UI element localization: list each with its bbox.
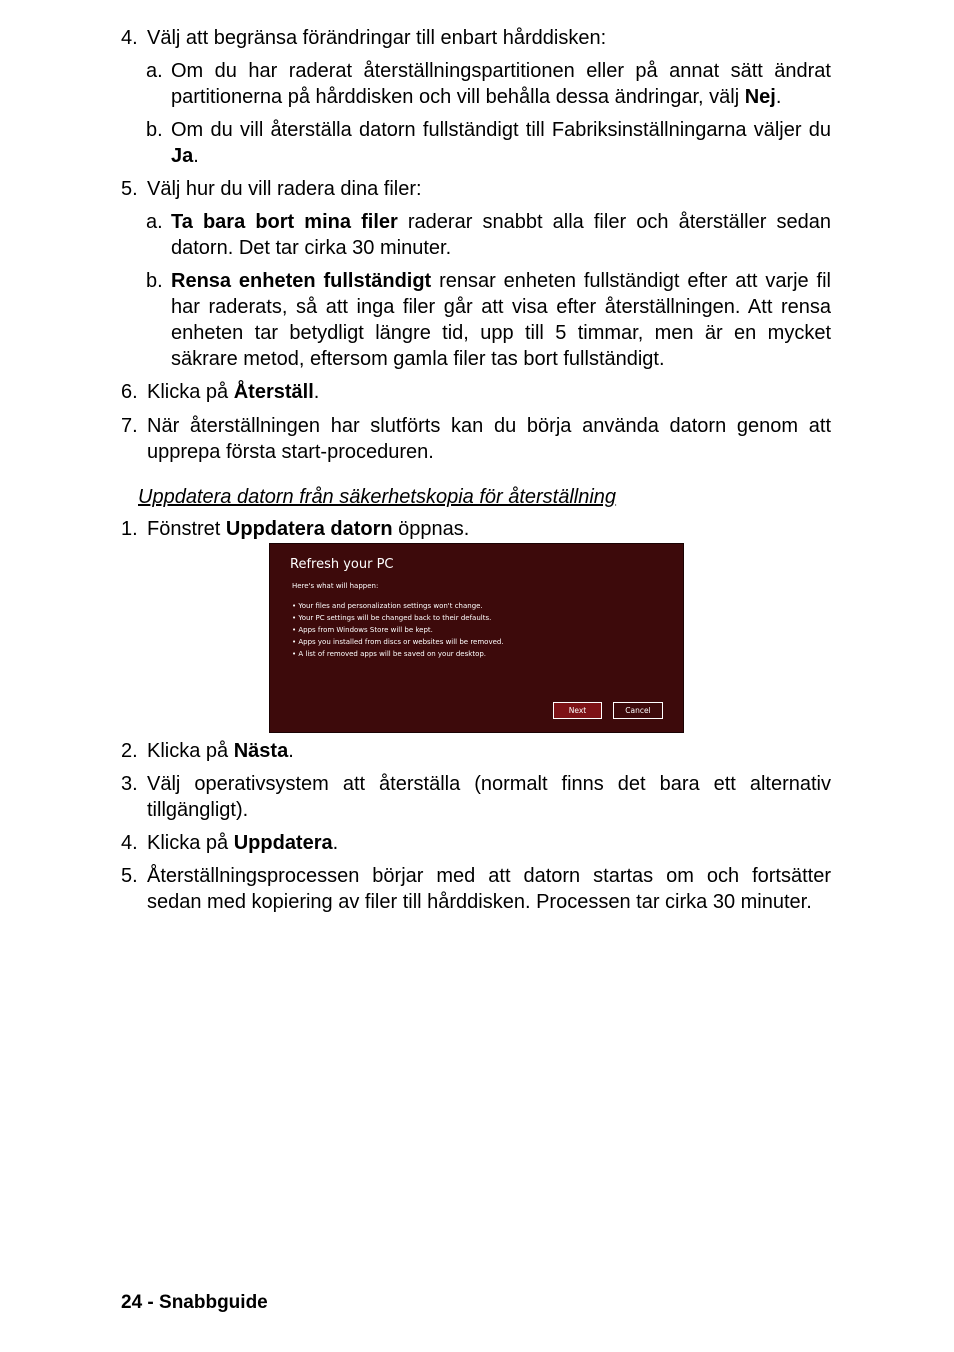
list-item-5	[121, 176, 831, 202]
list-number: 2.	[121, 740, 138, 762]
section-heading: Uppdatera datorn från säkerhetskopia för återställning	[138, 486, 617, 508]
list-item-7	[121, 413, 831, 465]
list-text-part: öppnas.	[392, 518, 470, 540]
step-1	[121, 516, 831, 542]
dialog-title: Refresh your PC	[290, 557, 394, 572]
sub-number: b.	[146, 119, 163, 141]
sub-text	[171, 58, 831, 110]
sub-item-5b	[146, 268, 831, 372]
emphasis-next: Nästa	[233, 740, 289, 762]
sub-item-4a	[146, 58, 831, 110]
sub-text	[171, 209, 831, 261]
list-number: 4.	[121, 832, 138, 854]
list-text: Välj operativsystem att återställa (normalt finns det bara ett alternativ tillgängligt).	[147, 773, 831, 821]
emphasis-option-remove-files: Ta bara bort mina filer	[171, 211, 398, 233]
list-text: När återställningen har slutförts kan du börja använda datorn genom att upprepa första start-proceduren.	[147, 415, 831, 463]
list-text: Välj att begränsa förändringar till enbart hårddisken:	[147, 27, 607, 49]
list-text-part: Fönstret	[147, 518, 226, 540]
step-5	[121, 863, 831, 915]
list-number: 4.	[121, 27, 138, 49]
sub-text-part: rensar enheten fullständigt efter att varje fil har raderats, så att inga filer går att visa efter återställningen. Att rensa enheten tar betydligt längre tid, upp till 5 timmar, men är en mycket säkrare metod, eftersom gamla filer tas bort fullständigt.	[171, 270, 832, 370]
list-text-part: .	[313, 381, 320, 403]
dialog-bullet-list	[292, 600, 504, 660]
emphasis-window-name: Uppdatera datorn	[225, 518, 393, 540]
emphasis-option-nej: Nej	[744, 86, 776, 108]
sub-text-part: Om du vill återställa datorn fullständigt till Fabriksinställningarna väljer du	[171, 119, 831, 141]
list-text-part: Klicka på	[147, 381, 234, 403]
dialog-bullet: • Your PC settings will be changed back to their defaults.	[292, 614, 492, 622]
list-number: 7.	[121, 415, 138, 437]
list-number: 3.	[121, 773, 138, 795]
sub-item-4b	[146, 117, 831, 169]
list-text	[147, 379, 831, 405]
sub-number: a.	[146, 211, 163, 233]
dialog-subtitle: Here's what will happen:	[292, 582, 379, 590]
list-text: Återställningsprocessen börjar med att datorn startas om och fortsätter sedan med kopiering av filer till hårddisken. Processen tar cirka 30 minuter.	[147, 865, 831, 913]
cancel-button[interactable]: Cancel	[613, 702, 663, 719]
emphasis-option-ja: Ja	[171, 145, 194, 167]
list-item-6	[121, 379, 831, 405]
emphasis-update: Uppdatera	[233, 832, 333, 854]
sub-number: b.	[146, 270, 163, 292]
emphasis-option-clean-drive: Rensa enheten fullständigt	[171, 270, 432, 292]
list-text: Välj hur du vill radera dina filer:	[147, 178, 422, 200]
list-text	[147, 738, 831, 764]
next-button[interactable]: Next	[553, 702, 602, 719]
dialog-bullet: • Apps from Windows Store will be kept.	[292, 626, 433, 634]
step-4	[121, 830, 831, 856]
step-3	[121, 771, 831, 823]
list-text-part: .	[288, 740, 294, 762]
list-text-part: Klicka på	[147, 832, 234, 854]
sub-text	[171, 117, 831, 169]
list-text-part: Klicka på	[147, 740, 234, 762]
list-text	[147, 516, 831, 542]
sub-text	[171, 268, 831, 372]
list-number: 6.	[121, 381, 138, 403]
list-text	[147, 830, 831, 856]
sub-item-5a	[146, 209, 831, 261]
sub-text-part: Om du har raderat återställningspartitionen eller på annat sätt ändrat partitionerna på hårddisken och vill behålla dessa ändringar, välj	[171, 60, 831, 108]
refresh-pc-screenshot	[269, 543, 684, 733]
sub-number: a.	[146, 60, 163, 82]
list-text-part: .	[332, 832, 339, 854]
list-number: 1.	[121, 518, 138, 540]
dialog-bullet: • A list of removed apps will be saved on your desktop.	[292, 650, 487, 658]
sub-text-part: .	[193, 145, 199, 167]
list-number: 5.	[121, 865, 138, 887]
dialog-bullet: • Apps you installed from discs or websites will be removed.	[292, 638, 504, 646]
list-number: 5.	[121, 178, 138, 200]
page-footer: 24 - Snabbguide	[121, 1292, 268, 1313]
list-item-4	[121, 25, 831, 51]
sub-text-part: raderar snabbt alla filer och återställer sedan datorn. Det tar cirka 30 minuter.	[171, 211, 831, 259]
emphasis-restore: Återställ	[233, 381, 314, 403]
step-2	[121, 738, 831, 764]
dialog-bullet: • Your files and personalization settings won't change.	[292, 602, 483, 610]
sub-text-part: .	[775, 86, 782, 108]
